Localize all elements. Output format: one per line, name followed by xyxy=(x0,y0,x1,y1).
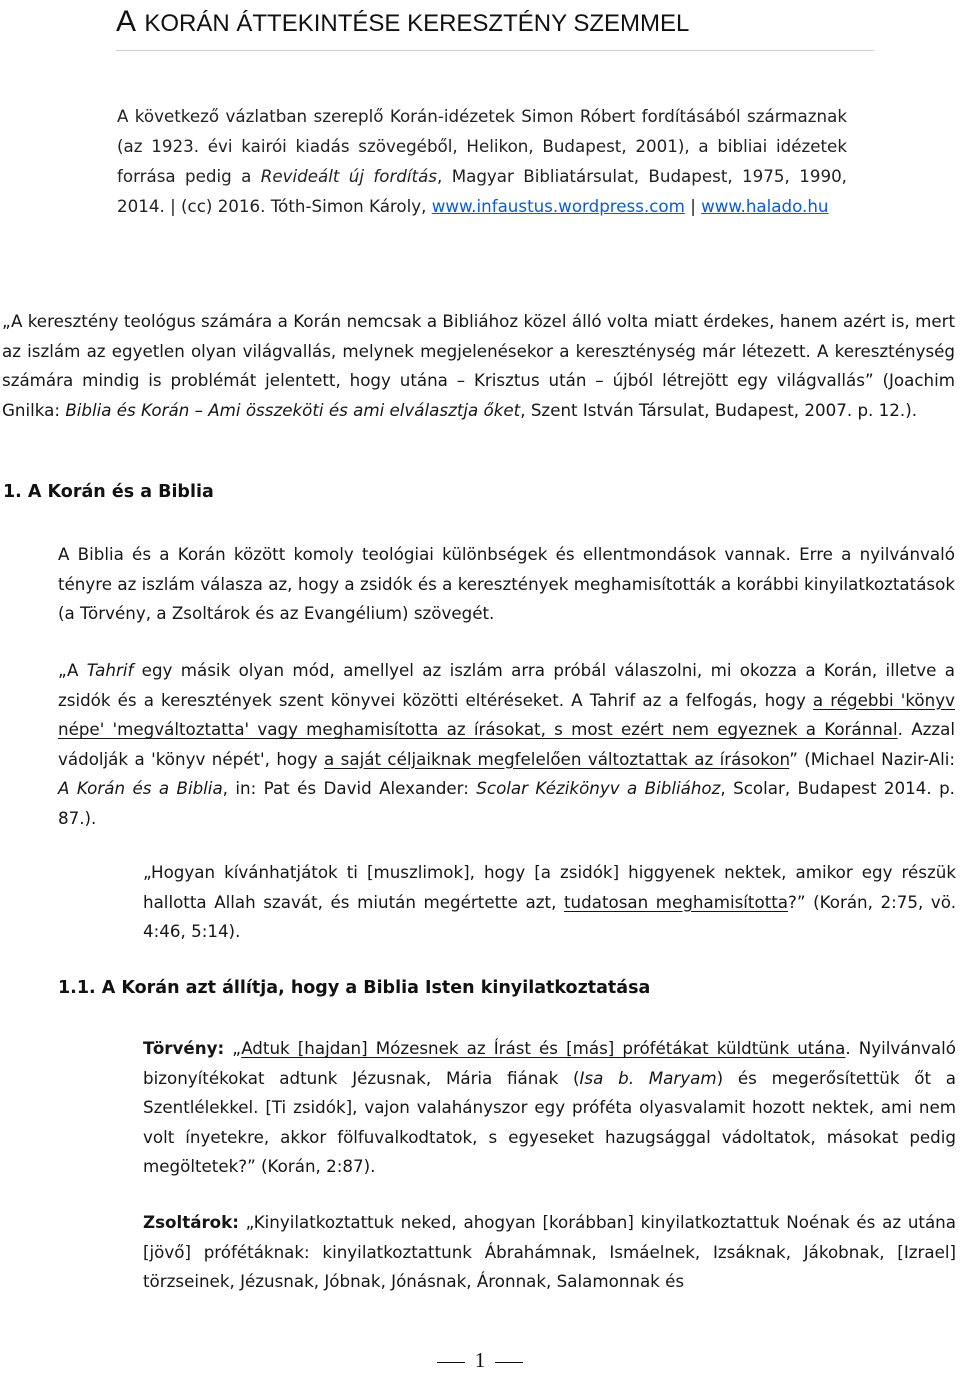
torveny-quote xyxy=(143,1034,956,1182)
intro-paragraph xyxy=(117,101,847,221)
intro-text-b: , Magyar Bibliatársulat, Budapest, 1975, 1990, 2014. xyxy=(117,166,847,216)
underlined-claim-2: a saját céljaiknak megfelelően változtattak az írásokon xyxy=(324,748,790,769)
intro-copyright: (cc) 2016. Tóth-Simon Károly, xyxy=(181,196,427,216)
quote-nazir-ali xyxy=(58,656,955,833)
torveny-text-b: . Nyilvánvaló bizonyítékokat adtunk Jézusnak, Mária fiának ( xyxy=(143,1038,956,1088)
term-isa-maryam: Isa b. Maryam xyxy=(579,1067,717,1088)
quran-quote-2-75-text-a: „Hogyan kívánhatjátok ti [muszlimok], hogy [a zsidók] higgyenek nektek, amikor egy részük hallotta Allah szavát, és miután megértette azt, xyxy=(143,862,956,912)
quote-nazir-ali-text-b: egy másik olyan mód, amellyel az iszlám arra próbál válaszolni, mi okozza a Korán, illetve a zsidók és a keresztények szent könyvei közötti eltéréseket. A Tahrif az a felfogás, hogy xyxy=(58,660,955,710)
term-tahrif: Tahrif xyxy=(86,660,134,680)
section-1-paragraph: A Biblia és a Korán között komoly teológiai különbségek és ellentmondások vannak. Erre a nyilvánvaló tényre az iszlám válasza az, hogy a zsidók és a keresztények meghamisították a korábbi kinyilatkoztatások (a Törvény, a Zsoltárok és az Evangélium) szövegét. xyxy=(58,544,955,623)
underlined-mozes: Adtuk [hajdan] Mózesnek az Írást és [más] prófétákat küldtünk utána xyxy=(241,1038,846,1058)
quran-quote-2-75 xyxy=(143,858,956,947)
quote-gnilka-book-title: Biblia és Korán – Ami összeköti és ami elválasztja őket xyxy=(65,399,521,420)
page-number-left-dash xyxy=(437,1362,465,1363)
quote-nazir-ali-text-c: . Azzal vádolják a 'könyv népét', hogy xyxy=(58,719,955,769)
quote-nazir-ali-text-f: , Scolar, Budapest 2014. p. 87.). xyxy=(58,778,955,828)
page-title xyxy=(116,2,874,51)
underlined-claim-1: a régebbi 'könyv népe' 'megváltoztatta' vagy meghamisította az írásokat, s most ezért nem egyeznek a Koránnal xyxy=(58,689,955,739)
section-heading-1-1: 1.1. A Korán azt állítja, hogy a Biblia Isten kinyilatkoztatása xyxy=(58,978,651,998)
quote-gnilka-text-b: , Szent István Társulat, Budapest, 2007. p. 12.). xyxy=(520,399,918,420)
book-title-scolar: Scolar Kézikönyv a Bibliához xyxy=(476,778,721,798)
page-number xyxy=(0,1348,960,1373)
intro-separator-2: | xyxy=(684,196,702,216)
intro-separator-1: | xyxy=(164,196,182,216)
link-halado[interactable]: www.halado.hu xyxy=(701,196,829,216)
zsoltarok-text: „Kinyilatkoztattuk neked, ahogyan [korábban] kinyilatkoztattuk Noénak és az utána [jövő] prófétáknak: kinyilatkoztattunk Ábrahámnak, Ismáelnek, Izsáknak, Jákobnak, [Izrael] törzseinek, Jézusnak, Jóbnak, Jónásnak, Áronnak, Salamonnak és xyxy=(143,1212,956,1291)
quote-nazir-ali-text-a: „A xyxy=(58,660,87,680)
link-infaustus[interactable]: www.infaustus.wordpress.com xyxy=(431,196,685,216)
quran-quote-2-75-text-b: ?” (Korán, 2:75, vö. 4:46, 5:14). xyxy=(143,891,957,941)
title-small-caps: KORÁN ÁTTEKINTÉSE KERESZTÉNY SZEMMEL xyxy=(144,10,690,37)
torveny-label: Törvény: xyxy=(143,1038,225,1058)
quote-gnilka-text-a: „A keresztény teológus számára a Korán nemcsak a Bibliához közel álló volta miatt érdekes, hanem azért is, mert az iszlám az egyetlen olyan világvallás, melynek megjelenésekor a kereszténység már létezett. A kereszténység számára mindig is problémát jelentett, hogy utána – Krisztus után – újból létrejött egy világvallás” (Joachim Gnilka: xyxy=(2,311,955,420)
zsoltarok-quote xyxy=(143,1208,956,1297)
quote-gnilka xyxy=(2,307,955,425)
book-title-korán-biblia: A Korán és a Biblia xyxy=(58,778,223,798)
intro-text-a: A következő vázlatban szereplő Korán-idézetek Simon Róbert fordításából származnak (az 1923. évi kairói kiadás szövegéből, Helikon, Budapest, 2001), a bibliai idézetek forrása pedig a xyxy=(117,106,847,186)
intro-italic-source: Revideált új fordítás xyxy=(260,166,437,186)
section-heading-1: 1. A Korán és a Biblia xyxy=(3,482,214,502)
quote-nazir-ali-text-d: ” (Michael Nazir-Ali: xyxy=(789,748,956,769)
torveny-quote-open: „ xyxy=(224,1038,242,1058)
zsoltarok-label: Zsoltárok: xyxy=(143,1212,239,1232)
quote-nazir-ali-text-e: , in: Pat és David Alexander: xyxy=(222,778,477,798)
torveny-text-c: ) és megerősítettük őt a Szentlélekkel. [Ti zsidók], vajon valahányszor egy próféta olyasvalamit hozott nektek, ami nem volt ínyetekre, akkor fölfuvalkodtatok, s egyeseket hazugsággal vádoltatok, másokat pedig megöltetek?” (Korán, 2:87). xyxy=(143,1067,956,1176)
title-initial: A xyxy=(116,5,137,38)
underlined-meghamisitotta: tudatosan meghamisította xyxy=(564,891,789,912)
page-number-right-dash xyxy=(495,1362,523,1363)
page-number-value: 1 xyxy=(474,1348,486,1372)
